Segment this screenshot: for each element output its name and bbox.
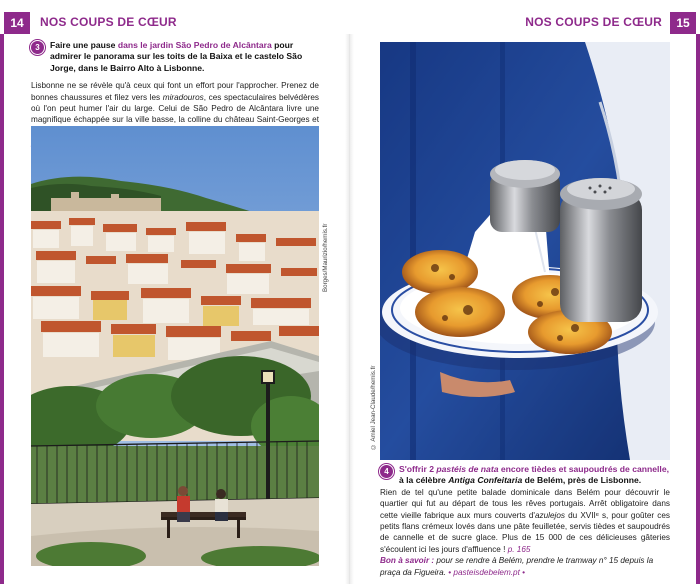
left-page-edge xyxy=(0,34,4,584)
entry-heading xyxy=(380,464,670,487)
entry-lead xyxy=(50,40,319,74)
lisbon-panorama-illustration xyxy=(31,126,319,566)
body-text: Lisbonne ne se révèle qu'à ceux qui font un effort pour l'approcher. Prenez de bonnes chaussures et filez vers les xyxy=(31,81,319,102)
book-gutter xyxy=(345,34,354,584)
lead-part: pour admirer le panorama sur les toits de la Baixa et le castelo São Jorge, dans le Bairro Alto à Lisbonne. xyxy=(50,40,303,73)
lead-part: Faire une pause xyxy=(50,40,118,50)
photo-credit-left: Borges/Maurizio/hemis.fr xyxy=(322,223,329,292)
body-text: Rien de tel qu'une petite balade dominicale dans Belém pour découvrir le quartier qui fut au départ de tous les rêves portugais. Arrêt obligatoire dans cette vieille fabrique aux murs couverts d' xyxy=(380,487,670,520)
page-header xyxy=(0,0,700,34)
photo-credit-right: © Amiel Jean-Claude/hemis.fr xyxy=(370,365,377,450)
lead-part: S'offrir 2 xyxy=(399,464,437,474)
entry-lead xyxy=(399,464,669,487)
left-page-number: 14 xyxy=(4,12,30,34)
tip-text: pour se rendre à Belém, prendre le tramway n° 15 depuis la praça da Figueira. xyxy=(380,556,654,577)
lead-part: de Belém, près de Lisbonne. xyxy=(522,475,642,486)
right-page-number: 15 xyxy=(670,12,696,34)
left-section-title: NOS COUPS DE CŒUR xyxy=(40,15,177,29)
pasteis-de-nata-photo xyxy=(380,42,670,460)
entry-pasteis xyxy=(380,464,670,578)
lead-part: encore tièdes et saupoudrés de cannelle, xyxy=(498,464,669,474)
entry-heading xyxy=(31,40,319,74)
tip-block xyxy=(380,555,670,578)
lead-highlight: dans le jardin São Pedro de Alcântara xyxy=(117,40,272,50)
page-reference: p. 165 xyxy=(507,544,531,554)
lead-part: à la célèbre xyxy=(399,475,449,486)
heart-number-icon: 4 xyxy=(380,465,393,478)
tip-label: Bon à savoir : xyxy=(380,556,435,566)
body-emphasis: azulejos xyxy=(534,510,565,520)
body-text: , ces spectaculaires belvédères où l'on peut humer l'air du large. Celui de São Pedro de Alcântara livre une magnifique échappée sur la ville basse, la colline du château Saint-Georges et xyxy=(31,92,319,125)
body-emphasis: miradouros xyxy=(162,92,204,102)
entry-body xyxy=(380,487,670,555)
right-page-edge xyxy=(696,34,700,584)
website-link[interactable]: • pasteisdebelem.pt • xyxy=(448,567,526,577)
lead-emphasis: Antiga Confeitaria xyxy=(448,475,523,486)
right-section-title: NOS COUPS DE CŒUR xyxy=(525,15,662,29)
lead-emphasis: pastéis de nata xyxy=(436,464,499,474)
lisbon-panorama-photo xyxy=(31,126,319,566)
pasteis-illustration xyxy=(380,42,670,460)
body-text: du XVIIᵉ s, pour goûter ces petits flans crémeux lovés dans une pâte feuilletée, servis tièdes et saupoudrés de cannelle et de sucre glace. Plus de 15 000 de ces délicieuses gâteries s'écoulent ici les jours d'affluence ! xyxy=(380,510,671,554)
heart-number-icon: 3 xyxy=(31,41,44,54)
